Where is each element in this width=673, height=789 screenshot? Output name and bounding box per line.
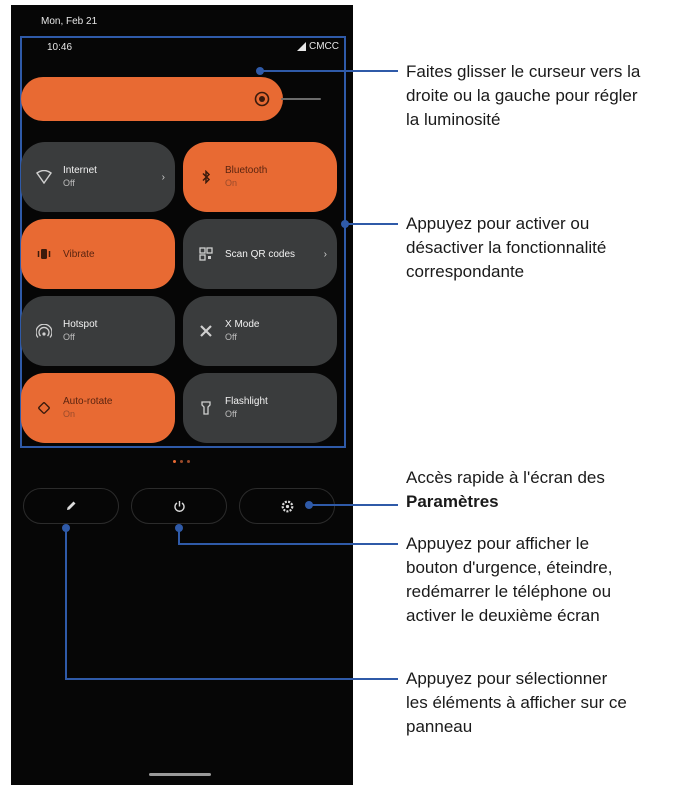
edit-button[interactable]: [23, 488, 119, 524]
annotation-line: Appuyez pour sélectionner: [406, 669, 608, 688]
chevron-right-icon: ›: [323, 248, 327, 260]
tile-label: Scan QR codes: [225, 248, 296, 260]
tile-flashlight[interactable]: [183, 373, 337, 443]
annotation-power: [406, 532, 612, 628]
tile-label: Bluetooth: [225, 165, 268, 176]
tile-label: Flashlight: [225, 396, 268, 407]
annotation-line: Appuyez pour activer ou: [406, 214, 590, 233]
annotation-line: bouton d'urgence, éteindre,: [406, 558, 613, 577]
tile-x-mode[interactable]: [183, 296, 337, 366]
power-button[interactable]: [131, 488, 227, 524]
page-dot: [173, 460, 176, 463]
tile-status: Off: [63, 178, 75, 188]
annotation-line: redémarrer le téléphone ou: [406, 582, 612, 601]
tile-status: Off: [63, 332, 75, 342]
tile-auto-rotate[interactable]: [21, 373, 175, 443]
tile-status: On: [225, 178, 238, 188]
annotation-line: Appuyez pour afficher le: [406, 534, 590, 553]
page-indicator: [173, 460, 190, 463]
tile-status: Off: [225, 332, 237, 342]
flashlight-icon: [197, 399, 215, 417]
brightness-slider[interactable]: [21, 77, 283, 121]
chevron-right-icon: ›: [161, 171, 165, 183]
pencil-icon: [65, 500, 77, 512]
brightness-track[interactable]: [281, 98, 321, 100]
tile-scan-qr[interactable]: [183, 219, 337, 289]
hotspot-icon: [35, 322, 53, 340]
annotation-settings: [406, 466, 605, 514]
annotation-line: panneau: [406, 717, 473, 736]
annotation-brightness: [406, 60, 640, 132]
annotation-bold: Paramètres: [406, 492, 499, 511]
carrier-name: CMCC: [309, 41, 339, 52]
tile-label: X Mode: [225, 319, 260, 330]
tile-status: Off: [225, 409, 237, 419]
annotation-line: Accès rapide à l'écran des: [406, 468, 605, 487]
tile-label: Hotspot: [63, 319, 98, 330]
annotation-line: la luminosité: [406, 110, 501, 129]
annotation-line: correspondante: [406, 262, 525, 281]
auto-rotate-icon: [35, 399, 53, 417]
brightness-icon: [253, 90, 271, 108]
status-date: Mon, Feb 21: [41, 16, 98, 27]
annotation-line: désactiver la fonctionnalité: [406, 238, 607, 257]
navigation-bar[interactable]: [149, 773, 211, 776]
status-time: 10:46: [47, 42, 73, 53]
bluetooth-icon: [197, 168, 215, 186]
qr-code-icon: [197, 245, 215, 263]
page-dot: [187, 460, 190, 463]
tile-bluetooth[interactable]: [183, 142, 337, 212]
phone-screen: [11, 5, 353, 785]
vibrate-icon: [35, 245, 53, 263]
tile-hotspot[interactable]: [21, 296, 175, 366]
tile-internet[interactable]: [21, 142, 175, 212]
annotation-line: activer le deuxième écran: [406, 606, 600, 625]
tile-vibrate[interactable]: [21, 219, 175, 289]
tile-label: Vibrate: [63, 248, 95, 260]
gear-icon: [281, 500, 294, 513]
tile-label: Internet: [63, 165, 97, 176]
annotation-edit: [406, 667, 627, 739]
settings-button[interactable]: [239, 488, 335, 524]
page-dot: [180, 460, 183, 463]
power-icon: [173, 500, 186, 513]
annotation-line: droite ou la gauche pour régler: [406, 86, 638, 105]
annotation-line: Faites glisser le curseur vers la: [406, 62, 641, 81]
tile-label: Auto-rotate: [63, 396, 113, 407]
wifi-icon: [35, 168, 53, 186]
tile-status: On: [63, 409, 76, 419]
annotation-line: les éléments à afficher sur ce: [406, 693, 627, 712]
annotation-tiles: [406, 212, 606, 284]
x-mode-icon: [197, 322, 215, 340]
